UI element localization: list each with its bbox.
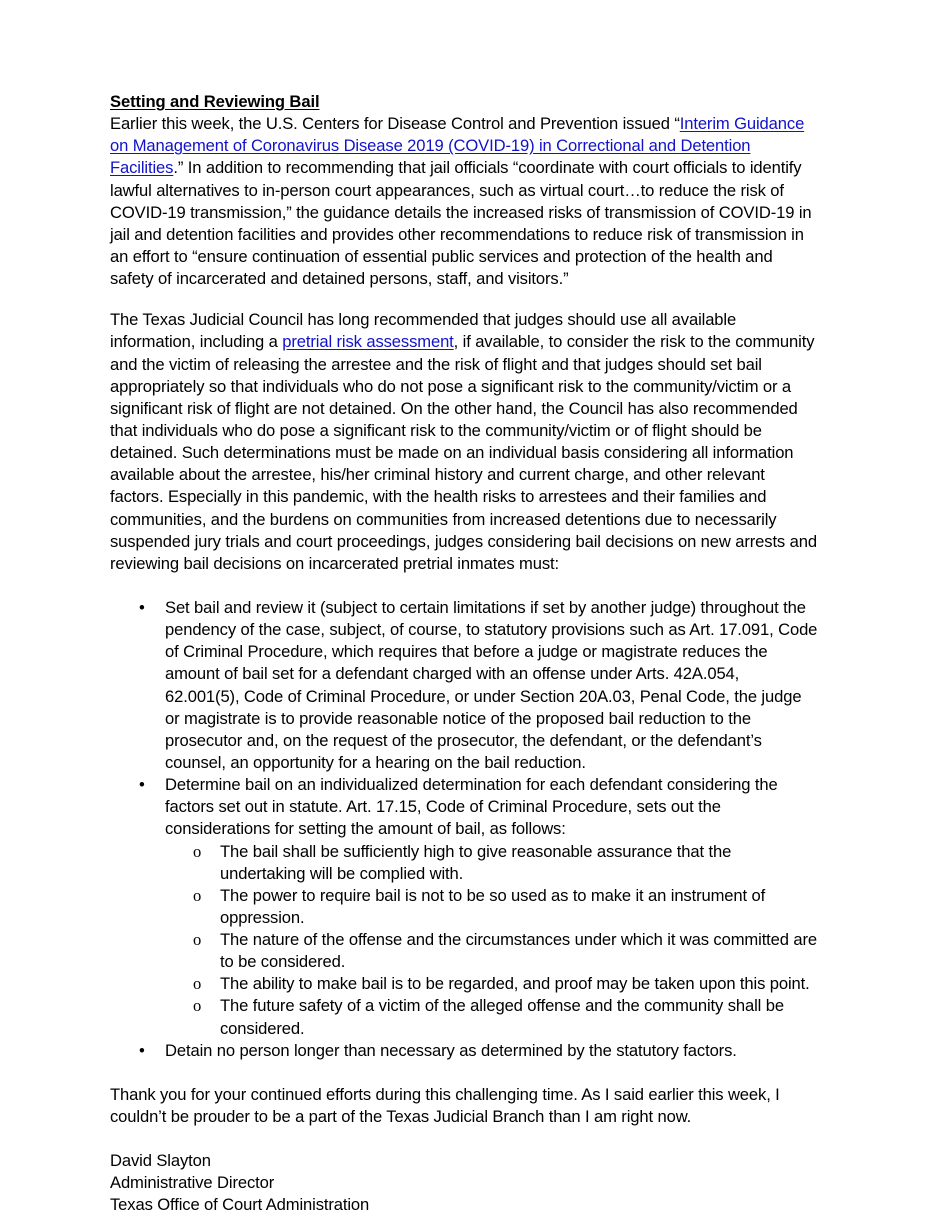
list-item — [110, 1040, 818, 1062]
list-item — [165, 973, 818, 995]
list-item-text-determine-bail-individualized: Determine bail on an individualized determination for each defendant considering the factors set out in statute. Art. 17.15, Code of Criminal Procedure, sets out the considerations for setting the amount of bail, as follows: — [165, 775, 778, 839]
sub-bullet-marker-icon: o — [193, 996, 202, 1016]
sub-list-item-text-ability-to-make-bail: The ability to make bail is to be regarded, and proof may be taken upon this point. — [220, 974, 810, 994]
paragraph-1-text-after-link: .” In addition to recommending that jail officials “coordinate with court officials to identify lawful alternatives to in-person court appearances, such as virtual court…to reduce the risk of COVID-19 transmission,” the guidance details the increased risks of transmission of COVID-19 in jail and detention facilities and provides other recommendations to reduce risk of transmission in an effort to “ensure continuation of essential public services and protection of the health and safety of incarcerated and detained persons, staff, and visitors.” — [110, 158, 812, 289]
signature-name: David Slayton — [110, 1151, 211, 1171]
sub-bullet-marker-icon: o — [193, 930, 202, 950]
link-pretrial-risk-assessment[interactable]: pretrial risk assessment — [282, 332, 454, 352]
list-spacer-bottom — [110, 1062, 818, 1084]
paragraph-2-text-after-link: , if available, to consider the risk to the community and the victim of releasing the arrestee and the risk of flight and that judges should set bail appropriately so that individuals who do not pose a significant risk to the community/victim or a significant risk of flight are not detained. On the other hand, the Council has also recommended that individuals who do pose a significant risk to the community/victim or of flight should be detained. Such determinations must be made on an individual basis considering all information available about the arrestee, his/her criminal history and current charge, and other relevant factors. Especially in this pandemic, with the health risks to arrestees and their families and communities, and the burdens on communities from increased detentions due to necessarily suspended jury trials and court proceedings, judges considering bail decisions on new arrests and reviewing bail decisions on incarcerated pretrial inmates must: — [110, 332, 817, 573]
paragraph-cdc-guidance — [110, 113, 818, 290]
list-item — [165, 885, 818, 929]
paragraph-closing-thanks: Thank you for your continued efforts during this challenging time. As I said earlier this week, I couldn’t be prouder to be a part of the Texas Judicial Branch than I am right now. — [110, 1084, 780, 1127]
bail-requirements-list — [110, 597, 818, 1062]
signature-organization: Texas Office of Court Administration — [110, 1195, 370, 1215]
list-item-text-detain-no-longer-than-necessary: Detain no person longer than necessary as determined by the statutory factors. — [165, 1040, 737, 1060]
list-spacer-top — [110, 575, 818, 597]
sub-list-item-text-instrument-of-oppression: The power to require bail is not to be so used as to make it an instrument of oppression. — [220, 885, 766, 927]
list-item — [165, 841, 818, 885]
list-item — [110, 774, 818, 1040]
sub-bullet-marker-icon: o — [193, 885, 202, 905]
sub-bullet-marker-icon: o — [193, 974, 202, 994]
paragraph-2-text-before-link: The Texas Judicial Council has long recommended that judges should use all available information, including a — [110, 310, 737, 352]
signature-block — [110, 1150, 818, 1216]
list-item — [165, 929, 818, 973]
document-body — [110, 91, 818, 1217]
bullet-marker-icon: • — [139, 775, 145, 795]
signature-title: Administrative Director — [110, 1173, 275, 1193]
list-item — [110, 597, 818, 774]
paragraph-spacer — [110, 290, 818, 309]
paragraph-texas-judicial-council — [110, 309, 818, 575]
sub-list-item-text-nature-of-offense: The nature of the offense and the circumstances under which it was committed are to be considered. — [220, 930, 818, 972]
paragraph-1-text-before-link: Earlier this week, the U.S. Centers for Disease Control and Prevention issued “ — [110, 114, 680, 134]
list-item — [165, 995, 818, 1039]
link-interim-guidance-covid19-correctional-facilities[interactable]: Interim Guidance on Management of Coronavirus Disease 2019 (COVID-19) in Correctional and Detention Facilities — [110, 114, 805, 178]
page-title: Setting and Reviewing Bail — [110, 92, 320, 111]
sub-list-item-text-future-safety-of-victim: The future safety of a victim of the alleged offense and the community shall be considered. — [220, 996, 784, 1038]
bullet-marker-icon: • — [139, 1040, 145, 1060]
signature-spacer — [110, 1128, 818, 1150]
sub-list-item-text-sufficiently-high: The bail shall be sufficiently high to give reasonable assurance that the undertaking will be complied with. — [220, 841, 732, 883]
bullet-marker-icon: • — [139, 597, 145, 617]
sub-bullet-marker-icon: o — [193, 841, 202, 861]
article-17-15-considerations-list — [165, 841, 818, 1040]
list-item-text-set-bail-and-review: Set bail and review it (subject to certain limitations if set by another judge) throughout the pendency of the case, subject, of course, to statutory provisions such as Art. 17.091, Code of Criminal Procedure, which requires that before a judge or magistrate reduces the amount of bail set for a defendant charged with an offense under Arts. 42A.054, 62.001(5), Code of Criminal Procedure, or under Section 20A.03, Penal Code, the judge or magistrate is to provide reasonable notice of the proposed bail reduction to the prosecutor and, on the request of the prosecutor, the defendant, or the defendant’s counsel, an opportunity for a hearing on the bail reduction. — [165, 597, 818, 772]
